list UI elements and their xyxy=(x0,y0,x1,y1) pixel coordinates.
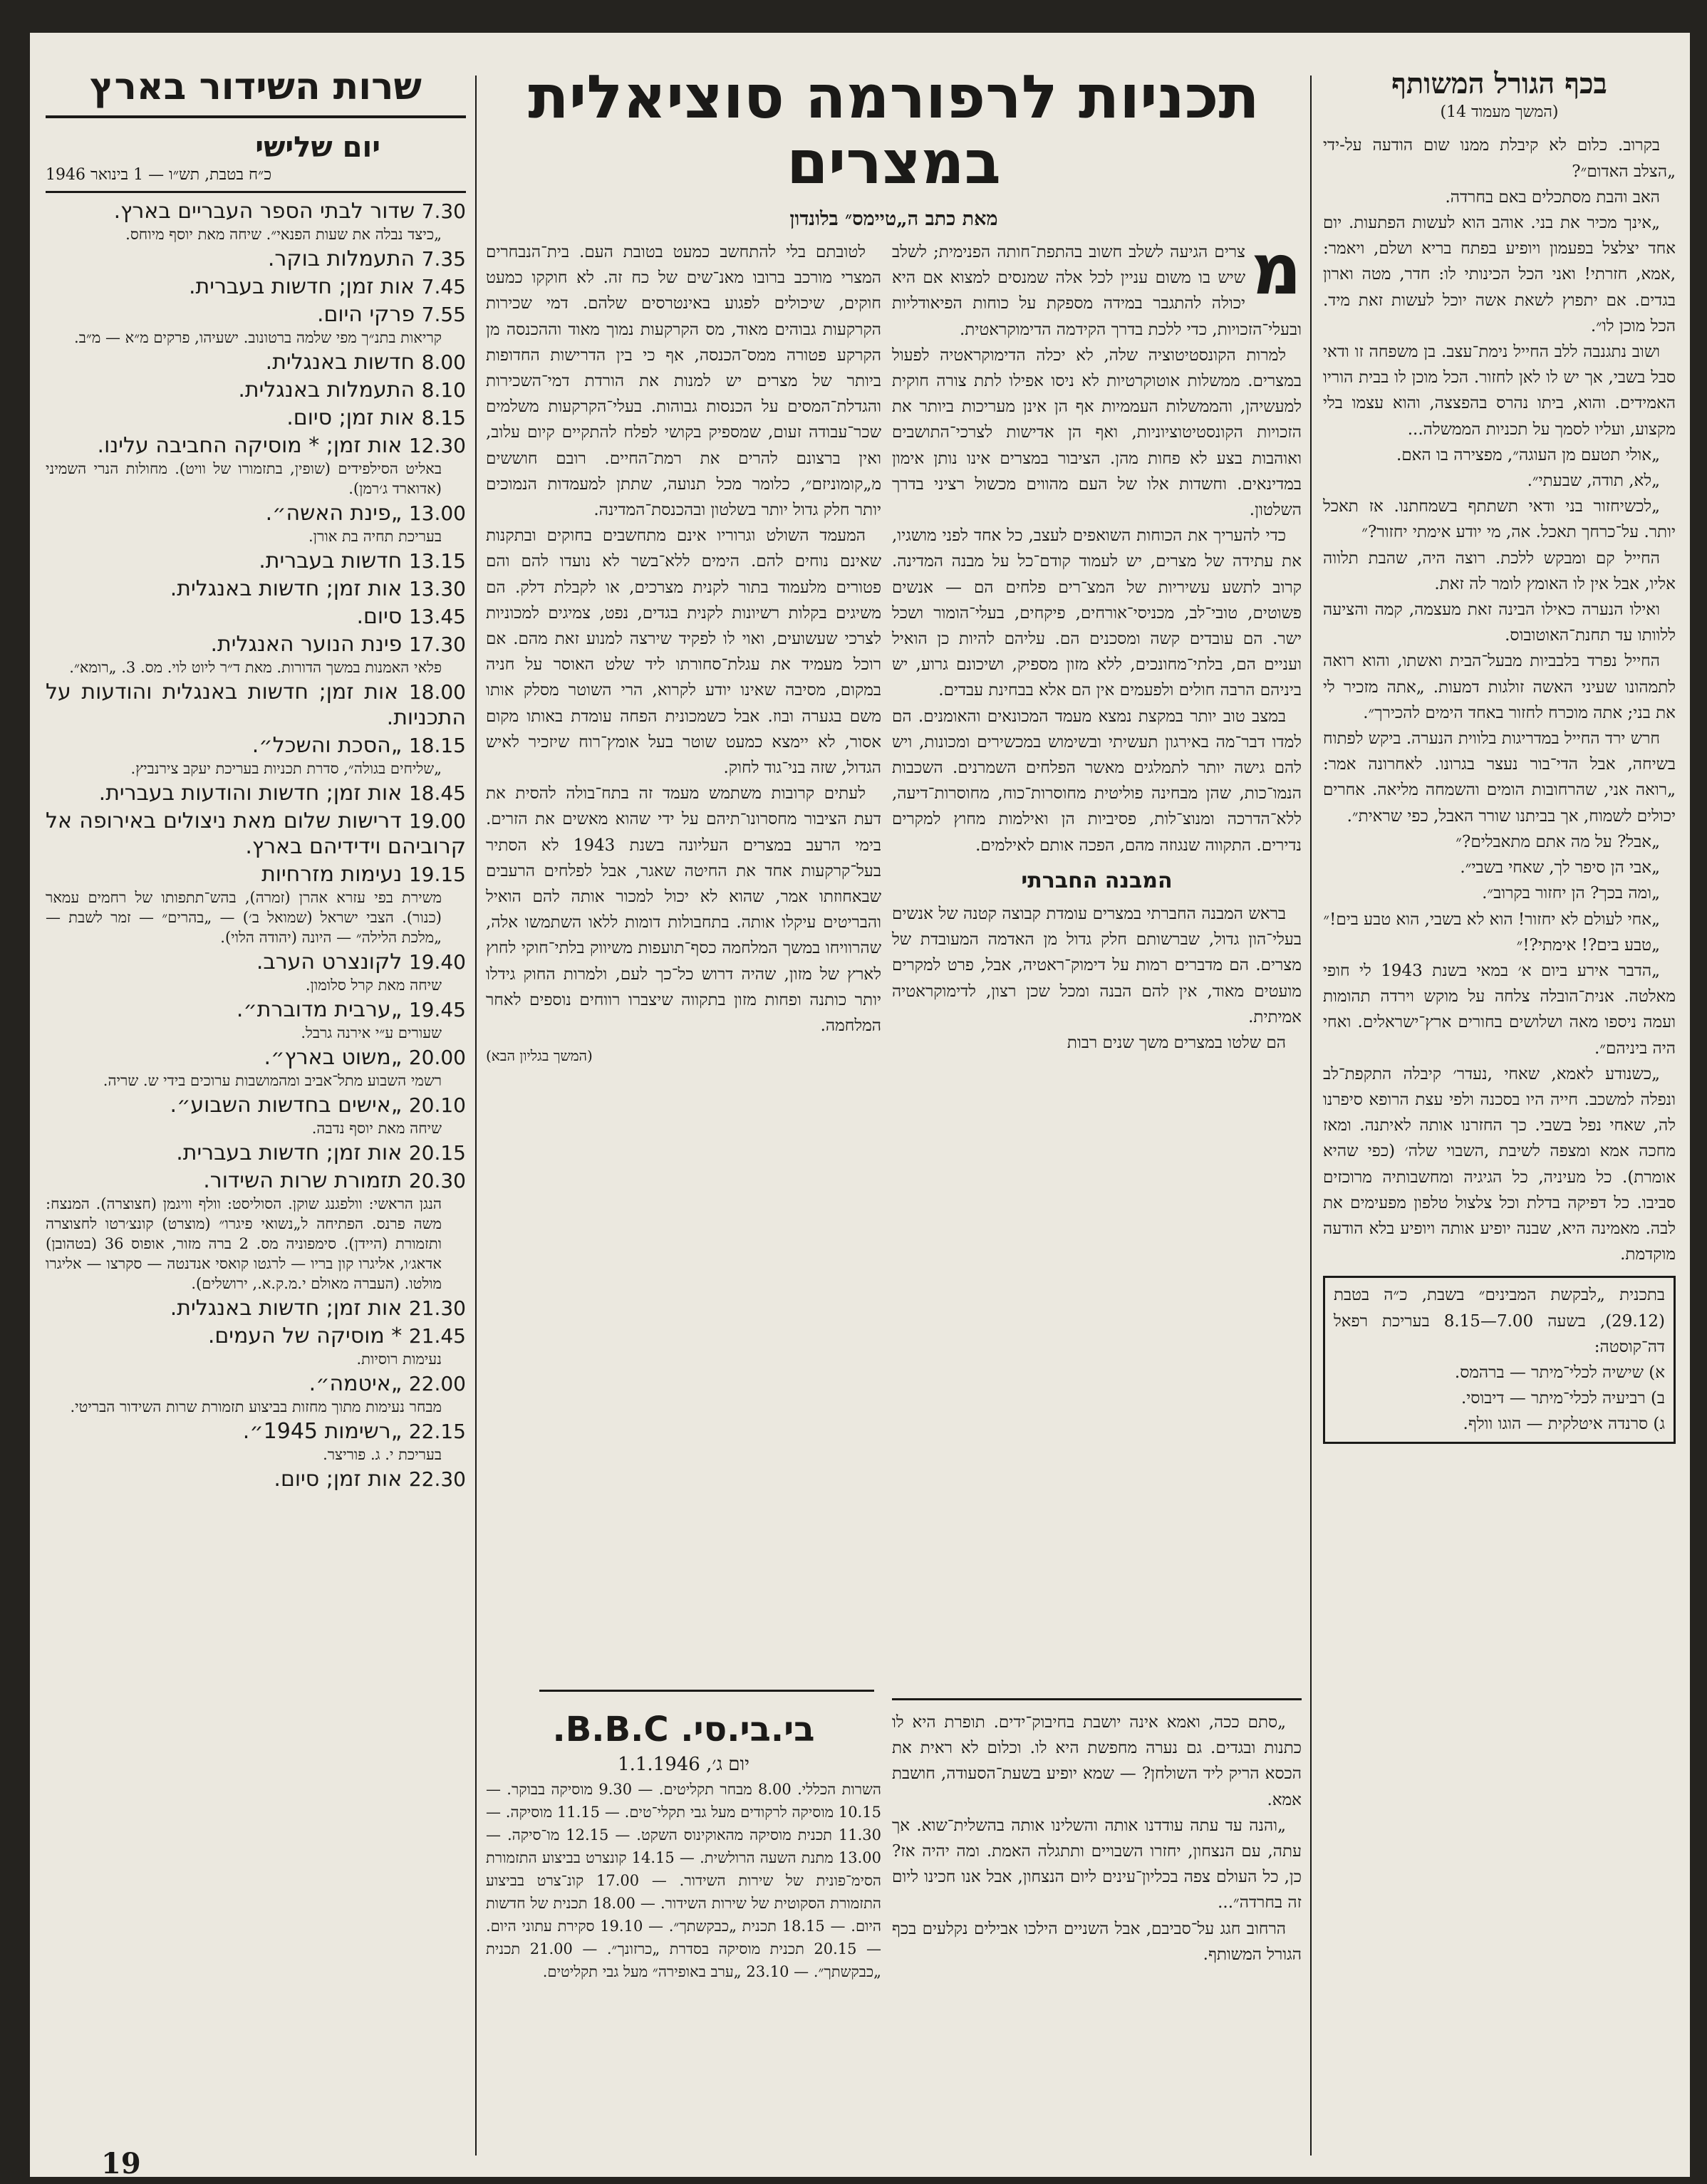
program-title: התעמלות בוקר. xyxy=(267,246,415,271)
program-entry xyxy=(46,274,466,300)
bbc-title: בי.בי.סי. B.B.C. xyxy=(552,1710,815,1749)
program-time: 21.45 xyxy=(408,1324,466,1348)
article-paragraph: כדי להעריך את הכוחות השואפים לעצב, כל אחד לפני מושגיו, את עתידה של מצרים, יש לעמוד קודם־כל על מבנה המדינה. קרוב לתשע עשיריות של המצ־רים פלחים הם — אנשים פשוטים, טובי־לב, מכניסי־אורחים, פיקחים, בעלי־הומור ושכל ישר. הם עובדים קשה ומסכנים הם. עליהם להיות כן הואיל ועניים הם, בלתי־מחונכים, ללא מזון מספיק, ושיכונם גרוע, יש ביניהם הרבה חולים ולפעמים אין הם אלא בבחינת עבדים. xyxy=(892,526,1302,700)
program-title: התעמלות באנגלית. xyxy=(238,378,415,402)
program-title: חדשות בעברית. xyxy=(259,548,403,573)
program-detail: באליט הסילפידים (שופין, בתזמורו של וויט). מחולות הנרי השמיני (אדוארד ג׳רמן). xyxy=(46,460,442,497)
story-paragraph: חרש ירד החייל במדריגות בלווית הנערה. ביקש לפתוח בשיחה, אבל הדי־בור נעצר בגרונו. לאחרונה אמר: „רואה אני, שהרחובות הומים והשמחה מליאה. אחרים יכולים לשמוח, אך בביתנו שורר האבל, כפי שראית״. xyxy=(1323,729,1676,826)
program-title: * מוסיקה של העמים. xyxy=(207,1324,403,1348)
program-title: אות זמן; חדשות באנגלית. xyxy=(170,576,403,601)
program-title-line xyxy=(46,604,466,630)
column-divider xyxy=(475,76,477,2156)
story-paragraph: „לכשיחזור בני ודאי תשתתף בשמחתנו. אז תאכל יותר. על־כרחך תאכל. אה, מי יודע אימתי יחזור?״ xyxy=(1323,497,1676,542)
radio-schedule xyxy=(46,61,466,2156)
article-paragraph: צרים הגיעה לשלב חשוב בהתפת־חותה הפנימית; לשלב שיש בו משום עניין לכל אלה שמנסים למצוא אם היא יכולה להתגבר במידה מספקת על כוחות הפיאודליות ובעלי־הזכויות, כדי ללכת בדרך הקידמה הדימוקראטית. xyxy=(892,243,1302,339)
bbc-schedule xyxy=(486,1700,881,1983)
program-notice-box xyxy=(1323,1276,1676,1443)
program-title-line xyxy=(46,199,466,224)
program-title-line xyxy=(46,302,466,328)
program-title: נעימות מזרחיות xyxy=(261,862,403,887)
program-entry xyxy=(46,733,466,779)
article-paragraph: לעתים קרובות משתמש מעמד זה בתח־בולה להסית את דעת הציבור מחסרונו־תיהם על ידי שהוא מאשים את הזרים. בימי הרעב במצרים העליונה בשנת 1943 לא הסתיר בעל־קרקעות אחד את החיטה שאגר, אבל לפלחים הרעבים שבאחוזתו אמר, שהוא לא יכול למכור אותה להם הואיל והבריטים עיקלו אותה. בתחבולות דומות ללאו השתמשו אלה, שהרוויחו במשך המלחמה כסף־תועפות משיווק בלתי־חוקי לחוץ לארץ של מזון, שהיה דרוש כל־כך לעם, ולמרות החוק גידלו יותר כותנה ופחות מזון בתקווה שיצברו רווחים נוספים לאחר המלחמה. xyxy=(486,784,881,1036)
program-detail: „שליחים בגולה״, סדרת תכניות בעריכת יעקב צירנביץ. xyxy=(130,760,442,777)
program-title: חדשות באנגלית. xyxy=(265,350,415,375)
program-entry xyxy=(46,781,466,806)
program-title-line xyxy=(46,1419,466,1445)
program-title-line xyxy=(46,1371,466,1397)
program-title-line xyxy=(46,548,466,574)
program-title: סיום. xyxy=(356,604,403,629)
program-entry xyxy=(46,604,466,630)
notice-line: ג) סרנדה איטלקית — הוגו וולף. xyxy=(1463,1415,1665,1434)
program-title: „רשימות 1945״. xyxy=(242,1419,403,1444)
program-entry xyxy=(46,302,466,348)
program-title: „ערבית מדוברת״. xyxy=(236,997,403,1022)
program-title-line xyxy=(46,433,466,459)
program-detail: בעריכת י. ג. פוריצר. xyxy=(323,1446,442,1463)
program-time: 20.00 xyxy=(408,1046,466,1069)
program-entry xyxy=(46,997,466,1043)
program-entry xyxy=(46,680,466,731)
program-title: אות זמן; חדשות באנגלית. xyxy=(170,1296,403,1321)
program-detail: משירת בפי עזרא אהרן (זמרה), בהש־תתפותו של רחמים עמאר (כנור). הצבי ישראל (שמואל ב׳) — „בהרים״ — זמר לשבת — „מלכת הלילה״ — היונה (יהודה הלוי). xyxy=(46,889,442,946)
story-column xyxy=(1323,61,1676,1444)
story-paragraph: „אולי תטעם מן העוגה״, מפצירה בו האם. xyxy=(1396,445,1660,464)
program-time: 22.00 xyxy=(408,1372,466,1395)
program-title: פינת הנוער האנגלית. xyxy=(210,632,403,657)
article-column-1 xyxy=(892,239,1302,1692)
program-title: „משוט בארץ״. xyxy=(264,1045,403,1070)
program-title: „איטמה״. xyxy=(308,1371,403,1396)
program-title: דרישות שלום מאת ניצולים באירופה אל קרוביהם וידידיהם בארץ. xyxy=(46,808,466,859)
headline-line-1: תכניות לרפורמה סוציאלית xyxy=(528,62,1260,132)
story-paragraph: „והנה עד עתה עודדנו אותה והשלינו אותה בהשלית־שוא. אך עתה, עם הנצחון, יחזרו השבויים ותתגלה האמת. ומה יהיה אז? כן, כל העולם צפה בכליון־עינים ליום הנצחון, אבל אנו חכינו ליום זה בחרדה״... xyxy=(892,1816,1302,1913)
program-title-line xyxy=(46,733,466,759)
program-time: 18.15 xyxy=(408,734,466,757)
program-entry xyxy=(46,199,466,244)
program-time: 12.30 xyxy=(408,434,466,457)
program-detail: שעורים ע״י אירנה גרבל. xyxy=(301,1024,442,1041)
program-detail: שיחה מאת קרל סלומון. xyxy=(305,977,442,994)
notice-line: ב) רביעיה לכלי־מיתר — דיבוסי. xyxy=(1460,1389,1665,1408)
program-time: 18.00 xyxy=(408,680,466,704)
program-entry xyxy=(46,1140,466,1166)
program-detail: קריאות בתנ״ך מפי שלמה ברטונוב. ישעיהו, פרקים מ״א — מ״ב. xyxy=(74,329,442,346)
program-entry xyxy=(46,350,466,375)
program-detail: רשמי השבוע מתל־אביב ומהמושבות ערוכים בידי ש. שריה. xyxy=(103,1072,442,1089)
story-paragraph: הרחוב חגג על־סביבם, אבל השניים הילכו אבילים נקלעים בכף הגורל המשותף. xyxy=(892,1919,1302,1964)
program-time: 7.45 xyxy=(421,275,466,298)
program-time: 19.00 xyxy=(408,809,466,833)
notice-line: בתכנית „לבקשת המבינים״ בשבת, כ״ה בטבת (29.12), בשעה 7.00—8.15 בעריכת רפאל דה־קוסטה: xyxy=(1334,1286,1665,1356)
article-paragraph: הם שלטו במצרים משך שנים רבות xyxy=(1067,1034,1286,1053)
program-time: 8.10 xyxy=(421,378,466,402)
program-title-line xyxy=(46,680,466,731)
article-byline: מאת כתב ה„טיימס״ בלונדון xyxy=(789,208,998,230)
program-title-line xyxy=(46,808,466,860)
program-title-line xyxy=(46,274,466,300)
schedule-date: כ״ח בטבת, תש״ו — 1 בינואר 1946 xyxy=(46,165,466,193)
program-time: 19.15 xyxy=(408,863,466,886)
program-title-line xyxy=(46,997,466,1023)
story-paragraph: החייל קם ומבקש ללכת. רוצה היה, שהבת תלווה אליו, אבל אין לו האומץ לומר לה זאת. xyxy=(1323,548,1676,593)
article-subhead: המבנה החברתי xyxy=(1021,868,1173,893)
program-title-line xyxy=(46,1467,466,1492)
program-entry xyxy=(46,1168,466,1294)
section-divider xyxy=(892,1698,1302,1700)
story-paragraph: „אחי לעולם לא יחזור! הוא לא בשבי, הוא טבע בים!״ xyxy=(1323,910,1660,929)
bbc-program-list: השרות הכללי. 8.00 מבחר תקליטים. — 9.30 מוסיקה בבוקר. — 10.15 מוסיקה לרקודים מעל גבי תקלי־טים. — 11.15 מוסיקה. — 11.30 תכנית מוסיקה מהאוקינוס השקט. — 12.15 מו־סיקה. — 13.00 מתנת השעה הרולשית. — 14.15 קונצרט בביצוע התזמורת הסימ־פונית של שירות השידור. — 17.00 קונ־צרט בביצוע התזמורת הסקוטית של שירות השידור. — 18.00 תכנית של חדשות היום. — 18.15 תכנית „כבקשתך״. — 19.10 סקירת עתוני היום. — 20.15 תכנית מוסיקה בסדרת „כרזונך״. — 21.00 תכנית „כבקשתך״. — 23.10 „ערב באופירה״ מעל גבי תקליטים. xyxy=(486,1781,882,1980)
story-paragraph: „אינך מכיר את בני. אוהב הוא לעשות הפתעות. יום אחד יצלצל בפעמון ויופיע בפתח בריא ושלם, ויאמר: ,אמא, חזרתי! ואני הכל הכינותי לו: חדר, מטה וארון בגדים. אם יתפוץ לשאת אשה יוכל לעשות זאת מיד. הכל מוכן לו״. xyxy=(1323,214,1676,336)
program-entry xyxy=(46,1093,466,1138)
program-title-line xyxy=(46,246,466,272)
program-entry xyxy=(46,246,466,272)
program-title-line xyxy=(46,1093,466,1118)
notice-line: א) שישיה לכלי־מיתר — ברהמס. xyxy=(1454,1363,1665,1382)
program-title: „פינת האשה״. xyxy=(265,501,403,526)
program-title: לקונצרט הערב. xyxy=(256,950,403,974)
story-paragraph: „אבי הן סיפר לך, שאחי בשבי״. xyxy=(1460,858,1660,878)
program-entry xyxy=(46,433,466,499)
program-entry xyxy=(46,862,466,947)
drop-cap: מ xyxy=(1251,239,1302,311)
program-detail: שיחה מאת יוסף נדבה. xyxy=(311,1120,442,1137)
program-title-line xyxy=(46,378,466,403)
program-title: אות זמן; סיום. xyxy=(274,1467,403,1492)
program-title: אות זמן; חדשות בעברית. xyxy=(176,1140,403,1165)
program-title: „אישים בחדשות השבוע״. xyxy=(170,1093,403,1118)
program-title-line xyxy=(46,1324,466,1349)
program-time: 13.00 xyxy=(408,501,466,525)
program-time: 22.15 xyxy=(408,1420,466,1443)
program-entry xyxy=(46,576,466,602)
program-title-line xyxy=(46,1296,466,1321)
story-paragraph: „ומה בכך? הן יחזור בקרוב״. xyxy=(1482,884,1660,903)
program-entry xyxy=(46,1324,466,1369)
program-title-line xyxy=(46,501,466,526)
program-detail: בעריכת תחיה בת אורן. xyxy=(308,528,442,545)
story-continuation-column xyxy=(892,1710,1302,2165)
schedule-header: שרות השידור בארץ xyxy=(46,66,466,118)
program-entry xyxy=(46,808,466,860)
schedule-day: יום שלישי xyxy=(255,131,380,164)
article-headline xyxy=(486,64,1302,195)
program-title-line xyxy=(46,950,466,975)
program-time: 20.15 xyxy=(408,1141,466,1165)
article-column-2 xyxy=(486,239,881,1678)
program-title: תזמורת שרות השידור. xyxy=(203,1168,403,1193)
program-detail: „כיצד נבלה את שעות הפנאי״. שיחה מאת יוסף מיוחס. xyxy=(125,226,442,243)
program-entry xyxy=(46,1045,466,1091)
story-paragraph: האב והבת מסתכלים באם בחרדה. xyxy=(1445,187,1660,207)
newspaper-page xyxy=(30,33,1690,2177)
program-time: 17.30 xyxy=(408,633,466,656)
program-title: אות זמן; חדשות באנגלית והודעות על התכניות. xyxy=(46,680,466,730)
story-paragraph: ושוב נתגנבה ללב החייל נימת־עצב. בן משפחה זו ודאי סבל בשבי, אך יש לו לאן לחזור. הכל מוכן לו בבית הוריו האמידים. והוא, ביתו נהרס בהפצצה, והוא עצמו בלי מקצוע, ועליו לסמך על תכניות הממשלה... xyxy=(1323,343,1676,439)
program-detail: מבחר נעימות מתוך מחזות בביצוע תזמורת שרות השידור הבריטי. xyxy=(70,1398,442,1415)
program-title: אות זמן; * מוסיקה החביבה עלינו. xyxy=(97,433,403,458)
program-entry xyxy=(46,632,466,677)
program-entry xyxy=(46,378,466,403)
program-time: 13.30 xyxy=(408,577,466,600)
program-entry xyxy=(46,1419,466,1465)
program-entry xyxy=(46,405,466,431)
program-entry xyxy=(46,548,466,574)
program-title-line xyxy=(46,781,466,806)
program-title: פרקי היום. xyxy=(316,302,415,327)
program-title-line xyxy=(46,576,466,602)
story-paragraph: ואילו הנערה כאילו הבינה זאת מעצמה, קמה והציעה ללוותו עד תחנת־האוטובוס. xyxy=(1323,600,1676,645)
program-time: 21.30 xyxy=(408,1296,466,1320)
program-title: „הסכת והשכל״. xyxy=(251,733,403,758)
program-title: שדור לבתי הספר העבריים בארץ. xyxy=(113,199,415,224)
program-time: 20.30 xyxy=(408,1169,466,1192)
program-title-line xyxy=(46,405,466,431)
program-time: 20.10 xyxy=(408,1093,466,1117)
program-title-line xyxy=(46,1140,466,1166)
story-continuation-note: (המשך מעמוד 14) xyxy=(1440,103,1559,122)
article-paragraph: המעמד השולט וגרוריו אינם מתחשבים בחוקים ובתקנות שאינם נוחים להם. הימים ללא־בשר לא נועדו להם והם פטורים מלעמוד בתור לקנית מצרכים, או לקבלת דלק. הם משיגים בקלות רשיונות לקנית בגדים, נפט, צמיגים למכוניות לצרכי שעשועים, ואוי לו לפקיד שירצה למנוע זאת מהם. אם רוכל מעמיד את עגלת־סחורתו ליד שלט האוסר על חניה במקום, מסיבה שאינו יודע לקרוא, הרי השוטר מסלק אותו משם בגערה ובוז. אבל כשמכונית הפחה עומדת באותו מקום אסור, לא יימצא כמעט שוטר בעל אומץ־רוח שיזכיר לאיש הגדול, שזה בני־גוד לחוק. xyxy=(486,526,881,778)
story-paragraph: „סתם ככה, ואמא אינה יושבת בחיבוק־ידים. תופרת היא לו כתנות ובגדים. גם נערה מחפשת היא לו. וכלום לא ראית את הכסא הריק ליד השולחן? — שמא יופיע בשעת־הסעודה, חושבת אמא. xyxy=(892,1713,1302,1809)
headline-line-2: במצרים xyxy=(787,128,1001,197)
program-list xyxy=(46,199,466,1492)
program-title-line xyxy=(46,1045,466,1071)
story-paragraph: „טבע בים?! אימתי?!״ xyxy=(1516,935,1660,955)
article-paragraph: בראש המבנה החברתי במצרים עומדת קבוצה קטנה של אנשים בעלי־הון גדול, שברשותם חלק גדול מן האדמה המעובדת של מצרים. הם מדברים רמות על דימוק־ראטיה, אבל, פרט למקרים מועטים מאוד, אין להם הבנה ומכל שכן רצון, לדימוקראטיה אמיתית. xyxy=(892,905,1302,1026)
story-paragraph: בקרוב. כלום לא קיבלת ממנו שום הודעה על-ידי „הצלב האדום״? xyxy=(1323,136,1676,181)
program-time: 7.30 xyxy=(421,199,466,223)
story-paragraph: „לא, תודה, שבעתי״. xyxy=(1527,472,1660,491)
column-divider xyxy=(1310,76,1312,2156)
program-detail: הנגן הראשי: וולפגנג שוקן. הסוליסט: וולף וויגמן (חצוצרה). המנצח: משה פרנס. הפתיחה ל„נשואי פיגרו״ (מוצרט) קונצ׳רטו לחצוצרה ותזמורת (היידן). סימפוניה מס. 2 ברה מזור, אופוס 36 (בטהובן) אדאג׳ו, אליגרו קון בריו — לרגטו קואסי אנדנטה — סקרצו — אליגרו מולטו. (העברה מאולם י.מ.ק.א., ירושלים). xyxy=(46,1195,442,1292)
article-paragraph: במצב טוב יותר במקצת נמצא מעמד המכונאים והאומנים. הם למדו דבר־מה באירגון תעשיתי ובשימוש במכשירים ומכונות, ויש להם גישה יותר לתמלגים מאשר הפלחים השמרנים. השכבות הנמו־כות, שהן מבחינה פוליטית מחוסרות־כוח, מחוסרות־דיעה, ללא־הדרכה ומנוצ־לות, פסיביות הן ואילמות מחוץ למקרים נדירים. התקווה שנגוזה מהם, הפכה אותם לאילמים. xyxy=(892,707,1302,855)
article-paragraph: למרות הקונסטיטוציה שלה, לא יכלה הדימוקראטיה לפעול במצרים. ממשלות אוטוקרטיות לא ניסו אפילו לתת צורה חוקית למעשיהן, והממשלות העממיות אף הן אינן מעריכות ביותר את הזכויות הקונסטיטוציוניות, ואף הן אדישות לצרכי־התושבים ואוהבות בצע לא פחות מהן. הציבור במצרים אינו נותן אימון במדינאים. וחשדות אלו של העם מהווים מכשול רציני בדרך השלטון. xyxy=(892,345,1302,520)
program-time: 18.45 xyxy=(408,781,466,805)
story-paragraph: „אבל? על מה אתם מתאבלים?״ xyxy=(1456,832,1660,851)
story-paragraph: „הדבר אירע ביום א׳ במאי בשנת 1943 לי חופי מאלטה. אנית־הובלה צלחה על מוקש וירדה תהומות ועמה ניספו מאה ושלושים בחורים ארץ־ישראלים. ואחי היה ביניהם״. xyxy=(1323,961,1676,1058)
program-title: אות זמן; סיום. xyxy=(286,405,415,430)
program-time: 19.45 xyxy=(408,998,466,1021)
program-title-line xyxy=(46,862,466,888)
program-entry xyxy=(46,1296,466,1321)
section-divider xyxy=(539,1690,874,1692)
program-entry xyxy=(46,950,466,995)
program-time: 19.40 xyxy=(408,950,466,974)
program-time: 13.15 xyxy=(408,549,466,573)
program-title: אות זמן; חדשות בעברית. xyxy=(189,274,415,299)
article-paragraph: לטובתם בלי להתחשב כמעט בטובת העם. בית־הנבחרים המצרי מורכב ברובו מאנ־שים של כח זה. לא חוקקו כמעט חוקים, שיכולים לפגוע באינטרסים שלהם. דמי שכירות הקרקעות גבוהים מאוד, מס הקרקעות נמוך מאוד וההכנסה מן הקרקע פטורה ממס־הכנסה, אף כי בין הדרישות החדופות ביותר של מצרים יש למנות את הורדת דמי־השכירות והגדלת־המסים על הכנסות גבוהות. בעלי־הקרקעות משלמים שכר־עבודה זעום, שמספיק בקושי לפלח להתקיים קיום עלוב, ואין ברצונם להרים את רמת־החיים. רובם חוששים מ„קומוניזם״, כלומר מכל תנועה, שתתן למעמדות הנמוכים יותר חלק גדול יותר בשלטון ובהכנסת־המדינה. xyxy=(486,243,881,520)
program-title-line xyxy=(46,632,466,657)
program-time: 13.45 xyxy=(408,605,466,628)
program-detail: נעימות רוסיות. xyxy=(356,1351,442,1368)
program-title-line xyxy=(46,1168,466,1194)
program-detail: פלאי האמנות במשך הדורות. מאת ד״ר ליוט לוי. מס. 3. „רומא״. xyxy=(69,659,442,676)
continued-note: (המשך בגליון הבא) xyxy=(486,1047,593,1065)
program-time: 7.55 xyxy=(421,303,466,326)
page-number: 19 xyxy=(101,2147,141,2177)
program-entry xyxy=(46,501,466,546)
story-paragraph: „כשנודע לאמא, שאחי ,נעדר׳ קיבלה התקפת־לב ונפלה למשכב. חייה היו בסכנה ולפי עצת הרופא סיפרנו לה, שאחי נפל בשבי. כך החזרנו אותה לאיתנה. ומאז מחכה אמא ומצפה לשיבת ,השבוי שלה׳ (כפי שהיא אומרת). כל מעיניה, כל הגיגיה ומחשבותיה מרוכזים סביבו. כל דפיקה בדלת וכל צלצול טלפון מפעימים את לבה. מאמינה היא, שבנה יופיע אותה ויופיע בלא הודעה מוקדמת. xyxy=(1323,1064,1676,1264)
story-paragraph: החייל נפרד בלבביות מבעל־הבית ואשתו, והוא רואה לתמהונו שעיני האשה זולגות דמעות. „אתה מזכיר לי את בני; אתה מוכרח לחזור באחד הימים להכירך״. xyxy=(1323,652,1676,722)
program-time: 8.15 xyxy=(421,406,466,430)
program-title: אות זמן; חדשות והודעות בעברית. xyxy=(98,781,403,806)
program-time: 8.00 xyxy=(421,350,466,374)
program-entry xyxy=(46,1371,466,1417)
program-time: 7.35 xyxy=(421,247,466,271)
program-entry xyxy=(46,1467,466,1492)
program-time: 22.30 xyxy=(408,1467,466,1491)
program-title-line xyxy=(46,350,466,375)
story-title: בכף הגורל המשותף xyxy=(1391,67,1607,100)
bbc-date: יום ג׳, 1.1.1946 xyxy=(618,1754,749,1775)
